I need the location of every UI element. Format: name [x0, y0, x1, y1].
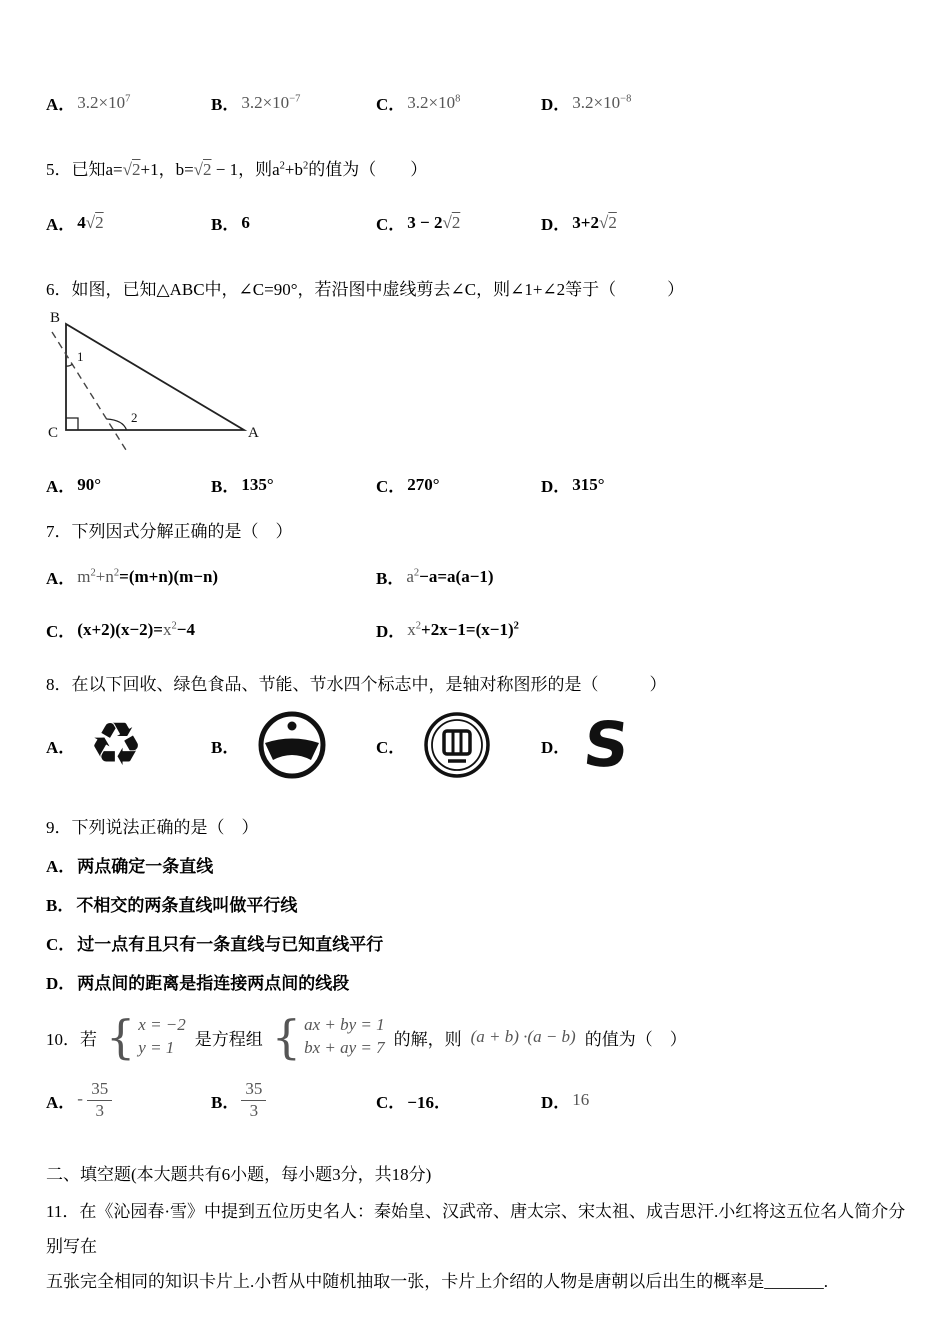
question-8-option-c: [376, 709, 541, 781]
known-solution-system: [106, 1010, 186, 1064]
angle-1-arc: [66, 364, 72, 366]
question-5-option-a: [46, 210, 211, 235]
triangle-outline: [66, 324, 244, 430]
question-4-option-b: [211, 90, 376, 115]
option-label: A．: [46, 477, 76, 496]
left-brace: {: [271, 1010, 302, 1064]
option-value: $x^2+2x-1=(x-1)^2$: [407, 619, 519, 639]
option-label: B．: [211, 477, 240, 496]
option-label: C．: [376, 1092, 406, 1112]
left-brace: {: [106, 1010, 136, 1064]
option-label: B．: [211, 737, 240, 757]
dashed-cut-line: [52, 332, 126, 450]
option-value: 4√2: [77, 212, 104, 232]
vertex-b-label: B: [50, 310, 61, 326]
question-6-stem: 6．如图，已知△ABC中，∠C=90°，若沿图中虚线剪去∠C，则∠1+∠2等于（ ）: [46, 280, 685, 299]
question-7-stem: 7．下列因式分解正确的是（ ）: [46, 522, 293, 541]
question-8-option-d: [541, 710, 912, 780]
system-line: x = −2: [138, 1015, 186, 1035]
question-7-option-d: [376, 617, 912, 642]
question-10-mid2: 的解，则: [393, 1029, 462, 1049]
question-7-option-a: [46, 564, 376, 589]
angle-2-label: 2: [131, 410, 138, 425]
option-label: D．: [541, 215, 571, 234]
question-4-option-d: [541, 90, 912, 115]
option-label: B．: [211, 95, 240, 114]
option-value: 90°: [77, 474, 102, 494]
question-9-option-b: [46, 891, 912, 916]
question-4-option-a: [46, 90, 211, 115]
option-value: - $\frac{35}{3}$: [77, 1079, 112, 1121]
option-label: D．: [46, 974, 76, 993]
option-label: A．: [46, 1092, 76, 1112]
question-10-mid1: 是方程组: [194, 1029, 263, 1049]
question-5-options: [46, 210, 912, 235]
option-label: C．: [376, 737, 406, 757]
option-label: D．: [541, 1092, 571, 1112]
question-10-option-a: [46, 1079, 211, 1121]
equation-system: [271, 1010, 385, 1064]
question-7-option-c: [46, 617, 376, 642]
option-label: C．: [46, 622, 76, 641]
option-label: B．: [46, 896, 75, 915]
option-label: A．: [46, 569, 76, 588]
system-line: bx + ay = 7: [304, 1038, 385, 1057]
option-value: 3+2√2: [572, 212, 617, 232]
question-7-options-row-2: [46, 617, 912, 642]
option-label: D．: [541, 95, 571, 114]
question-10-option-c: [376, 1088, 541, 1113]
option-value: $m^2+n^2=(m+n)(m-n)$: [77, 566, 219, 586]
section-2-header: 二、填空题(本大题共有6小题，每小题3分，共18分): [46, 1165, 432, 1184]
question-11-stem: [46, 1195, 912, 1300]
question-6-option-c: [376, 472, 541, 497]
question-6-option-d: [541, 472, 912, 497]
option-value: $\frac{35}{3}$: [241, 1079, 266, 1121]
question-10-prefix: 10．若: [46, 1029, 97, 1049]
option-value: 3 − 2√2: [407, 212, 461, 232]
water-saving-icon: S: [580, 708, 633, 781]
question-10-options: [46, 1074, 912, 1126]
question-8-option-b: [211, 709, 376, 781]
question-11-line-1: 11．在《沁园春·雪》中提到五位历史名人：秦始皇、汉武帝、唐太宗、宋太祖、成吉思汗.小红将这五位名人简介分别写在: [46, 1202, 906, 1256]
question-6-options: [46, 472, 912, 497]
question-5-option-d: [541, 210, 912, 235]
question-4-option-c: [376, 90, 541, 115]
option-label: A．: [46, 857, 76, 876]
option-value: $3.2\times 10^{-7}$: [241, 92, 301, 112]
question-9-option-a: [46, 852, 912, 877]
option-label: A．: [46, 95, 76, 114]
recycling-icon: ♻: [89, 710, 144, 780]
question-8-options: [46, 707, 912, 783]
option-value: $3.2\times 10^{-8}$: [572, 92, 632, 112]
question-8-stem: 8．在以下回收、绿色食品、节能、节水四个标志中，是轴对称图形的是（ ）: [46, 675, 667, 694]
option-label: A．: [46, 737, 76, 757]
question-10-suffix: 的值为（ ）: [584, 1029, 687, 1049]
option-value: −16．: [407, 1092, 451, 1112]
system-line: ax + by = 1: [304, 1015, 385, 1035]
option-text: 两点确定一条直线: [77, 857, 214, 876]
question-9-option-c: [46, 930, 912, 955]
option-value: 270°: [407, 474, 440, 494]
option-text: 两点间的距离是指连接两点间的线段: [77, 974, 350, 993]
triangle-figure: [46, 310, 286, 452]
option-value: 315°: [572, 474, 605, 494]
option-label: C．: [376, 95, 406, 114]
option-value: 6: [241, 212, 250, 232]
question-11-line-2: 五张完全相同的知识卡片上.小哲从中随机抽取一张，卡片上介绍的人物是唐朝以后出生的概率是_______.: [46, 1271, 828, 1291]
vertex-c-label: C: [48, 425, 59, 441]
question-10-option-d: [541, 1088, 912, 1113]
option-label: C．: [376, 477, 406, 496]
question-10-option-b: [211, 1079, 376, 1121]
option-label: D．: [541, 477, 571, 496]
question-7-options-row-1: [46, 564, 912, 589]
option-value: 16: [572, 1090, 590, 1109]
question-6-option-a: [46, 472, 211, 497]
target-expression: (a + b) ·(a − b): [470, 1027, 576, 1046]
option-label: B．: [211, 1092, 240, 1112]
question-7-option-b: [376, 564, 912, 589]
option-value: $3.2\times 10^8$: [407, 92, 461, 112]
question-9-stem: 9．下列说法正确的是（ ）: [46, 818, 259, 837]
option-value: 135°: [241, 474, 274, 494]
angle-1-label: 1: [77, 349, 84, 364]
option-value: $3.2\times 10^7$: [77, 92, 131, 112]
question-9-option-d: [46, 969, 912, 994]
option-label: C．: [46, 935, 76, 954]
right-angle-mark: [66, 418, 78, 430]
question-6-option-b: [211, 472, 376, 497]
option-label: D．: [376, 622, 406, 641]
option-label: D．: [541, 737, 571, 757]
vertex-a-label: A: [248, 425, 259, 441]
question-5-option-c: [376, 210, 541, 235]
option-label: B．: [376, 569, 405, 588]
green-food-icon: [253, 709, 331, 781]
question-5-option-b: [211, 210, 376, 235]
option-value: $a^2-a=a(a-1)$: [406, 566, 494, 586]
question-4-options: [46, 90, 912, 115]
system-line: y = 1: [138, 1038, 175, 1057]
question-5-stem: 5．已知a=√2+1，b=√2 − 1，则$a^2+b^2$的值为（ ）: [46, 160, 428, 179]
option-text: 过一点有且只有一条直线与已知直线平行: [77, 935, 384, 954]
option-label: C．: [376, 215, 406, 234]
option-label: A．: [46, 215, 76, 234]
option-text: 不相交的两条直线叫做平行线: [76, 896, 298, 915]
question-10-stem: [46, 1010, 912, 1064]
option-label: B．: [211, 215, 240, 234]
option-value: $(x+2)(x-2)=x^2-4$: [77, 619, 195, 639]
energy-saving-icon: [419, 709, 495, 781]
question-8-option-a: [46, 709, 211, 781]
